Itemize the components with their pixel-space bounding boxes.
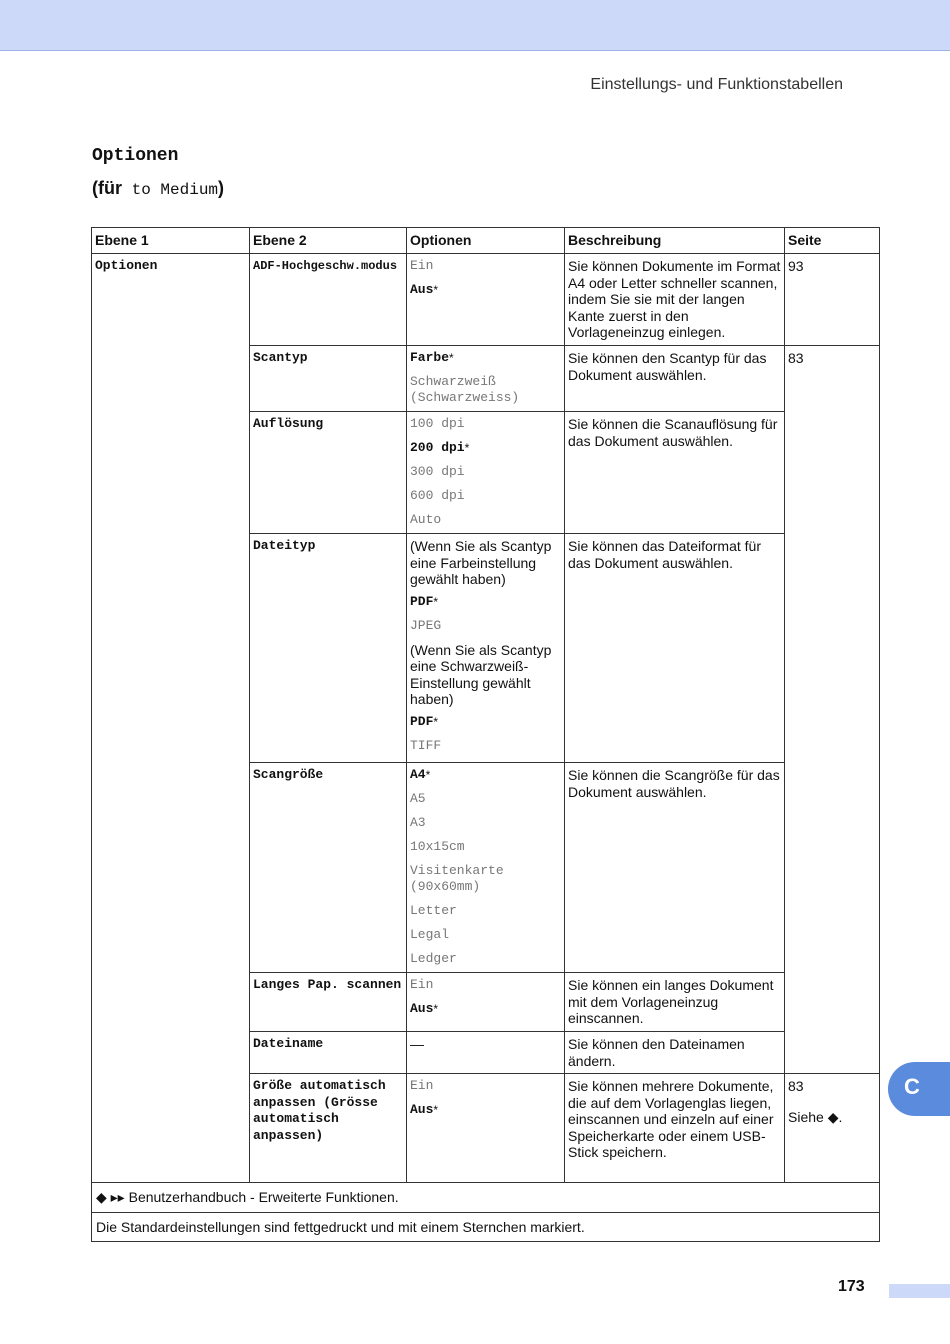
description-cell: Sie können die Scangröße für das Dokument auswählen.: [565, 763, 785, 973]
subtitle-fur: für: [98, 178, 122, 198]
page-number: 173: [838, 1278, 865, 1295]
level2-cell: ADF-Hochgeschw.modus: [250, 254, 407, 346]
page-number-bar: [889, 1284, 950, 1298]
options-cell: [407, 763, 565, 973]
header-seite: Seite: [785, 228, 880, 254]
description-cell: Sie können Dokumente im Format A4 oder Letter schneller scannen, indem Sie sie mit der langen Kante zuerst in den Vorlageneinzug einlegen.: [565, 254, 785, 346]
option-note: (Wenn Sie als Scantyp eine Farbeinstellung gewählt haben): [410, 538, 552, 587]
description-cell: Sie können den Dateinamen ändern.: [565, 1032, 785, 1074]
section-title: Optionen: [92, 146, 179, 166]
header-ebene-2: Ebene 2: [250, 228, 407, 254]
footnote-defaults: Die Standardeinstellungen sind fettgedruckt und mit einem Sternchen markiert.: [92, 1212, 880, 1242]
option-value-default: Aus*: [410, 1102, 439, 1117]
description-cell: Sie können ein langes Dokument mit dem Vorlageneinzug einscannen.: [565, 973, 785, 1032]
option-value: Ein: [410, 1078, 434, 1093]
option-value: 300 dpi: [410, 464, 465, 479]
description-cell: Sie können die Scanauflösung für das Dokument auswählen.: [565, 412, 785, 534]
table-row: [92, 254, 880, 346]
table-header-row: [92, 228, 880, 254]
level2-cell: Scangröße: [250, 763, 407, 973]
page-number-ref: 83: [788, 1078, 804, 1094]
option-value-default: 200 dpi*: [410, 440, 470, 455]
section-subtitle: [92, 178, 224, 199]
option-value-default: Aus*: [410, 282, 439, 297]
level2-cell: Auflösung: [250, 412, 407, 534]
option-value: Schwarzweiß (Schwarzweiss): [410, 374, 520, 405]
options-cell: [407, 254, 565, 346]
page-see-ref: Siehe ◆.: [788, 1108, 843, 1125]
options-cell: [407, 1032, 565, 1074]
header-band: [0, 0, 950, 50]
option-value: Letter: [410, 903, 457, 918]
option-value: —: [410, 1036, 424, 1052]
footnote-row: [92, 1183, 880, 1213]
subtitle-open: (: [92, 178, 98, 198]
header-optionen: Optionen: [407, 228, 565, 254]
option-value-default: PDF*: [410, 593, 439, 609]
option-value: 10x15cm: [410, 839, 465, 854]
description-cell: Sie können den Scantyp für das Dokument auswählen.: [565, 346, 785, 412]
option-value: 600 dpi: [410, 488, 465, 503]
page-cell: [785, 1074, 880, 1183]
level2-cell: Größe automatisch anpassen (Grösse automatisch anpassen): [250, 1074, 407, 1183]
option-value: Auto: [410, 512, 442, 527]
subtitle-close: ): [218, 178, 225, 198]
level2-cell: Langes Pap. scannen: [250, 973, 407, 1032]
chapter-tab-label: C: [904, 1074, 920, 1099]
option-value: Legal: [410, 927, 450, 942]
option-value: A3: [410, 815, 426, 830]
option-value: Visitenkarte (90x60mm): [410, 863, 504, 894]
option-value-default: A4*: [410, 767, 431, 782]
level2-cell: Dateiname: [250, 1032, 407, 1074]
running-title: Einstellungs- und Funktionstabellen: [590, 76, 843, 93]
option-value-default: PDF*: [410, 713, 439, 729]
level2-cell: Dateityp: [250, 534, 407, 763]
option-value-default: Aus*: [410, 1001, 439, 1016]
option-value: Ledger: [410, 951, 457, 966]
footnote-reference: ◆ ▸▸ Benutzerhandbuch - Erweiterte Funktionen.: [92, 1183, 880, 1213]
description-cell: Sie können das Dateiformat für das Dokument auswählen.: [565, 534, 785, 763]
header-ebene-1: Ebene 1: [92, 228, 250, 254]
options-cell: [407, 1074, 565, 1183]
options-cell: [407, 412, 565, 534]
options-cell: [407, 973, 565, 1032]
subtitle-model: to Medium: [122, 181, 219, 199]
chapter-tab: [888, 1062, 950, 1116]
settings-table: [91, 227, 880, 1242]
options-cell: [407, 346, 565, 412]
header-divider: [0, 50, 950, 51]
page-cell: 83: [785, 346, 880, 1074]
option-value: JPEG: [410, 617, 442, 633]
page-cell: 93: [785, 254, 880, 346]
header-beschreibung: Beschreibung: [565, 228, 785, 254]
option-value: Ein: [410, 977, 434, 992]
description-cell: Sie können mehrere Dokumente, die auf dem Vorlagenglas liegen, einscannen und einzeln auf einer Speicherkarte oder einem USB-Stick speichern.: [565, 1074, 785, 1183]
option-note: (Wenn Sie als Scantyp eine Schwarzweiß-Einstellung gewählt haben): [410, 641, 552, 707]
option-value: Ein: [410, 258, 434, 273]
option-value: A5: [410, 791, 426, 806]
option-value: TIFF: [410, 737, 442, 753]
footnote-row: [92, 1212, 880, 1242]
level2-cell: Scantyp: [250, 346, 407, 412]
option-value-default: Farbe*: [410, 350, 454, 365]
level1-cell: Optionen: [92, 254, 250, 1183]
option-value: 100 dpi: [410, 416, 465, 431]
options-cell: [407, 534, 565, 763]
